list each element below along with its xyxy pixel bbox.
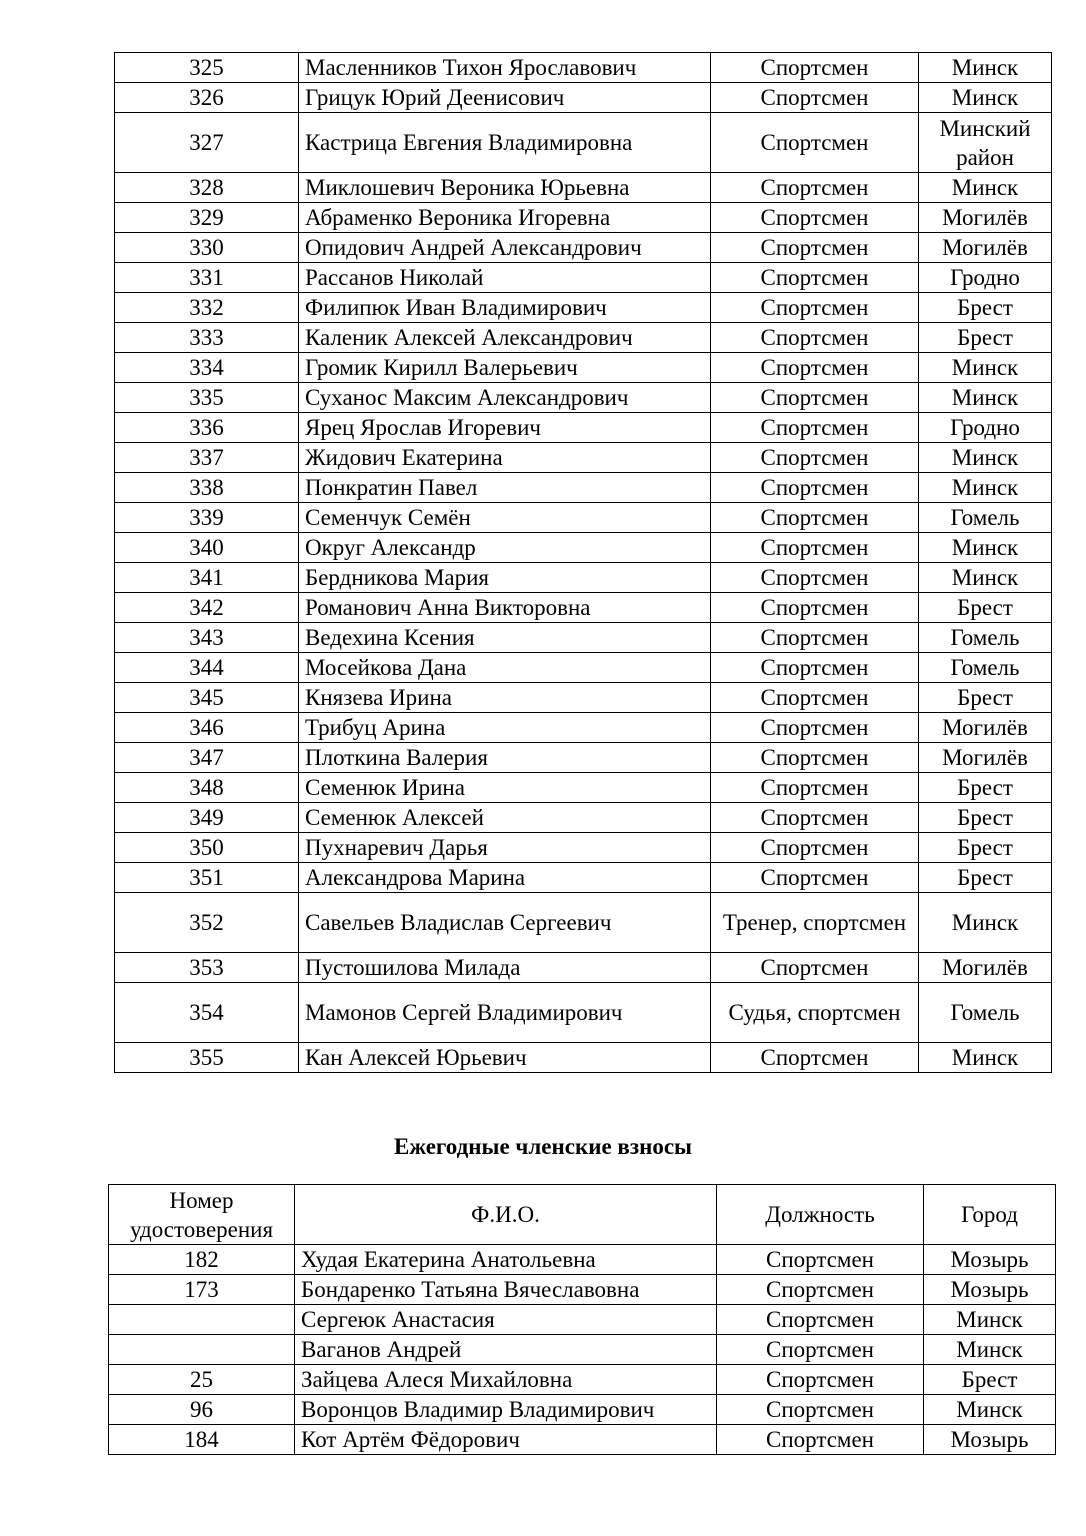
cell-number: 184 <box>109 1425 295 1455</box>
cell-number: 355 <box>115 1043 299 1073</box>
table-row <box>115 203 1052 233</box>
cell-role: Спортсмен <box>711 473 919 503</box>
cell-name: Рассанов Николай <box>299 263 711 293</box>
cell-city: Брест <box>919 293 1052 323</box>
cell-name: Савельев Владислав Сергеевич <box>299 893 711 953</box>
cell-role: Спортсмен <box>717 1395 924 1425</box>
cell-city: Могилёв <box>919 713 1052 743</box>
cell-role: Спортсмен <box>711 683 919 713</box>
cell-name: Кот Артём Фёдорович <box>295 1425 717 1455</box>
cell-role: Спортсмен <box>711 713 919 743</box>
cell-number: 331 <box>115 263 299 293</box>
cell-role: Спортсмен <box>711 953 919 983</box>
cell-name: Зайцева Алеся Михайловна <box>295 1365 717 1395</box>
cell-name: Округ Александр <box>299 533 711 563</box>
cell-role: Тренер, спортсмен <box>711 893 919 953</box>
cell-role: Спортсмен <box>711 503 919 533</box>
cell-role: Спортсмен <box>711 53 919 83</box>
cell-number: 343 <box>115 623 299 653</box>
cell-role: Спортсмен <box>711 863 919 893</box>
table-row <box>115 83 1052 113</box>
annual-fees-table-body <box>109 1245 1056 1455</box>
cell-role: Спортсмен <box>711 173 919 203</box>
table-row <box>115 293 1052 323</box>
annual-fees-table <box>108 1184 1056 1455</box>
cell-number: 351 <box>115 863 299 893</box>
cell-city: Минск <box>919 353 1052 383</box>
cell-name: Кан Алексей Юрьевич <box>299 1043 711 1073</box>
cell-number: 352 <box>115 893 299 953</box>
table-row <box>115 893 1052 953</box>
cell-city: Брест <box>919 593 1052 623</box>
table-row <box>115 563 1052 593</box>
cell-number: 344 <box>115 653 299 683</box>
cell-number: 182 <box>109 1245 295 1275</box>
cell-name: Трибуц Арина <box>299 713 711 743</box>
cell-role: Спортсмен <box>717 1425 924 1455</box>
cell-number: 338 <box>115 473 299 503</box>
table-row <box>115 443 1052 473</box>
table-row <box>115 473 1052 503</box>
header-number: Номер удостоверения <box>109 1185 295 1245</box>
cell-role: Спортсмен <box>711 233 919 263</box>
table-row <box>115 953 1052 983</box>
cell-name: Ярец Ярослав Игоревич <box>299 413 711 443</box>
table-row <box>115 233 1052 263</box>
table-row <box>109 1365 1056 1395</box>
cell-number: 349 <box>115 803 299 833</box>
cell-role: Спортсмен <box>711 593 919 623</box>
cell-name: Александрова Марина <box>299 863 711 893</box>
cell-role: Спортсмен <box>711 383 919 413</box>
cell-city: Минск <box>919 533 1052 563</box>
table-header-row <box>109 1185 1056 1245</box>
cell-name: Понкратин Павел <box>299 473 711 503</box>
cell-number: 354 <box>115 983 299 1043</box>
table-row <box>115 653 1052 683</box>
table-row <box>115 323 1052 353</box>
cell-name: Бердникова Мария <box>299 563 711 593</box>
cell-number <box>109 1305 295 1335</box>
cell-role: Спортсмен <box>711 83 919 113</box>
cell-name: Семенюк Ирина <box>299 773 711 803</box>
table-row <box>115 713 1052 743</box>
cell-role: Спортсмен <box>717 1305 924 1335</box>
cell-role: Спортсмен <box>711 113 919 173</box>
cell-name: Худая Екатерина Анатольевна <box>295 1245 717 1275</box>
cell-city: Могилёв <box>919 743 1052 773</box>
cell-city: Брест <box>924 1365 1056 1395</box>
table-row <box>115 683 1052 713</box>
table-row <box>115 623 1052 653</box>
cell-city: Минский район <box>919 113 1052 173</box>
cell-city: Брест <box>919 863 1052 893</box>
cell-role: Спортсмен <box>711 623 919 653</box>
header-city: Город <box>924 1185 1056 1245</box>
cell-name: Миклошевич Вероника Юрьевна <box>299 173 711 203</box>
cell-city: Могилёв <box>919 233 1052 263</box>
table-row <box>109 1425 1056 1455</box>
cell-role: Судья, спортсмен <box>711 983 919 1043</box>
cell-number: 332 <box>115 293 299 323</box>
table-row <box>115 503 1052 533</box>
table-row <box>115 533 1052 563</box>
cell-number: 333 <box>115 323 299 353</box>
cell-city: Гомель <box>919 983 1052 1043</box>
table-row <box>109 1245 1056 1275</box>
cell-name: Ведехина Ксения <box>299 623 711 653</box>
cell-city: Минск <box>924 1335 1056 1365</box>
cell-city: Мозырь <box>924 1275 1056 1305</box>
header-role: Должность <box>717 1185 924 1245</box>
cell-name: Мосейкова Дана <box>299 653 711 683</box>
table-row <box>115 863 1052 893</box>
members-table-body <box>115 53 1052 1073</box>
cell-name: Громик Кирилл Валерьевич <box>299 353 711 383</box>
cell-city: Гомель <box>919 503 1052 533</box>
cell-role: Спортсмен <box>711 1043 919 1073</box>
table-row <box>109 1305 1056 1335</box>
cell-number: 328 <box>115 173 299 203</box>
cell-city: Минск <box>919 473 1052 503</box>
cell-number: 345 <box>115 683 299 713</box>
cell-number: 347 <box>115 743 299 773</box>
cell-name: Кастрица Евгения Владимировна <box>299 113 711 173</box>
cell-name: Филипюк Иван Владимирович <box>299 293 711 323</box>
cell-name: Пухнаревич Дарья <box>299 833 711 863</box>
cell-name: Ваганов Андрей <box>295 1335 717 1365</box>
cell-city: Гродно <box>919 413 1052 443</box>
cell-number: 348 <box>115 773 299 803</box>
cell-role: Спортсмен <box>711 803 919 833</box>
cell-city: Брест <box>919 683 1052 713</box>
cell-number: 336 <box>115 413 299 443</box>
cell-number: 329 <box>115 203 299 233</box>
table-row <box>115 413 1052 443</box>
table-row <box>115 1043 1052 1073</box>
table-row <box>109 1275 1056 1305</box>
cell-city: Гомель <box>919 623 1052 653</box>
cell-city: Минск <box>919 83 1052 113</box>
table-row <box>115 383 1052 413</box>
cell-name: Пустошилова Милада <box>299 953 711 983</box>
cell-name: Каленик Алексей Александрович <box>299 323 711 353</box>
table-row <box>115 113 1052 173</box>
cell-name: Семенчук Семён <box>299 503 711 533</box>
cell-name: Опидович Андрей Александрович <box>299 233 711 263</box>
cell-number: 353 <box>115 953 299 983</box>
cell-city: Минск <box>919 53 1052 83</box>
cell-name: Сергеюк Анастасия <box>295 1305 717 1335</box>
cell-city: Могилёв <box>919 203 1052 233</box>
table-row <box>115 173 1052 203</box>
cell-number: 334 <box>115 353 299 383</box>
cell-city: Минск <box>919 443 1052 473</box>
header-name: Ф.И.О. <box>295 1185 717 1245</box>
cell-role: Спортсмен <box>717 1245 924 1275</box>
cell-role: Спортсмен <box>711 413 919 443</box>
cell-name: Суханос Максим Александрович <box>299 383 711 413</box>
table-row <box>115 743 1052 773</box>
cell-name: Князева Ирина <box>299 683 711 713</box>
cell-city: Гомель <box>919 653 1052 683</box>
cell-role: Спортсмен <box>711 263 919 293</box>
table-row <box>115 833 1052 863</box>
table-row <box>115 773 1052 803</box>
cell-role: Спортсмен <box>717 1275 924 1305</box>
cell-city: Минск <box>919 1043 1052 1073</box>
cell-name: Масленников Тихон Ярославович <box>299 53 711 83</box>
cell-number: 326 <box>115 83 299 113</box>
cell-name: Абраменко Вероника Игоревна <box>299 203 711 233</box>
cell-role: Спортсмен <box>717 1335 924 1365</box>
cell-city: Гродно <box>919 263 1052 293</box>
cell-city: Могилёв <box>919 953 1052 983</box>
cell-name: Плоткина Валерия <box>299 743 711 773</box>
cell-city: Брест <box>919 773 1052 803</box>
cell-number: 337 <box>115 443 299 473</box>
section-title: Ежегодные членские взносы <box>393 1134 693 1159</box>
cell-number: 96 <box>109 1395 295 1425</box>
cell-role: Спортсмен <box>711 323 919 353</box>
cell-city: Мозырь <box>924 1425 1056 1455</box>
table-row <box>115 263 1052 293</box>
cell-number: 327 <box>115 113 299 173</box>
cell-number: 325 <box>115 53 299 83</box>
cell-city: Брест <box>919 803 1052 833</box>
table-row <box>115 593 1052 623</box>
cell-role: Спортсмен <box>711 353 919 383</box>
cell-name: Семенюк Алексей <box>299 803 711 833</box>
table-row <box>115 983 1052 1043</box>
cell-number <box>109 1335 295 1365</box>
cell-name: Жидович Екатерина <box>299 443 711 473</box>
cell-city: Минск <box>924 1305 1056 1335</box>
cell-number: 173 <box>109 1275 295 1305</box>
cell-name: Воронцов Владимир Владимирович <box>295 1395 717 1425</box>
members-table <box>114 52 1052 1073</box>
cell-role: Спортсмен <box>711 653 919 683</box>
cell-number: 342 <box>115 593 299 623</box>
cell-city: Минск <box>919 383 1052 413</box>
cell-role: Спортсмен <box>711 443 919 473</box>
table-row <box>115 53 1052 83</box>
cell-number: 330 <box>115 233 299 263</box>
cell-name: Романович Анна Викторовна <box>299 593 711 623</box>
table-row <box>115 803 1052 833</box>
cell-role: Спортсмен <box>717 1365 924 1395</box>
cell-role: Спортсмен <box>711 533 919 563</box>
cell-number: 340 <box>115 533 299 563</box>
cell-city: Брест <box>919 323 1052 353</box>
cell-city: Брест <box>919 833 1052 863</box>
cell-role: Спортсмен <box>711 773 919 803</box>
cell-name: Мамонов Сергей Владимирович <box>299 983 711 1043</box>
cell-role: Спортсмен <box>711 203 919 233</box>
cell-number: 339 <box>115 503 299 533</box>
cell-role: Спортсмен <box>711 833 919 863</box>
cell-city: Минск <box>924 1395 1056 1425</box>
cell-city: Мозырь <box>924 1245 1056 1275</box>
table-row <box>115 353 1052 383</box>
cell-number: 25 <box>109 1365 295 1395</box>
table-row <box>109 1335 1056 1365</box>
cell-name: Бондаренко Татьяна Вячеславовна <box>295 1275 717 1305</box>
cell-number: 346 <box>115 713 299 743</box>
cell-role: Спортсмен <box>711 743 919 773</box>
cell-number: 350 <box>115 833 299 863</box>
cell-city: Минск <box>919 173 1052 203</box>
cell-name: Грицук Юрий Деенисович <box>299 83 711 113</box>
cell-number: 335 <box>115 383 299 413</box>
table-row <box>109 1395 1056 1425</box>
cell-role: Спортсмен <box>711 563 919 593</box>
cell-number: 341 <box>115 563 299 593</box>
cell-city: Минск <box>919 563 1052 593</box>
cell-city: Минск <box>919 893 1052 953</box>
cell-role: Спортсмен <box>711 293 919 323</box>
